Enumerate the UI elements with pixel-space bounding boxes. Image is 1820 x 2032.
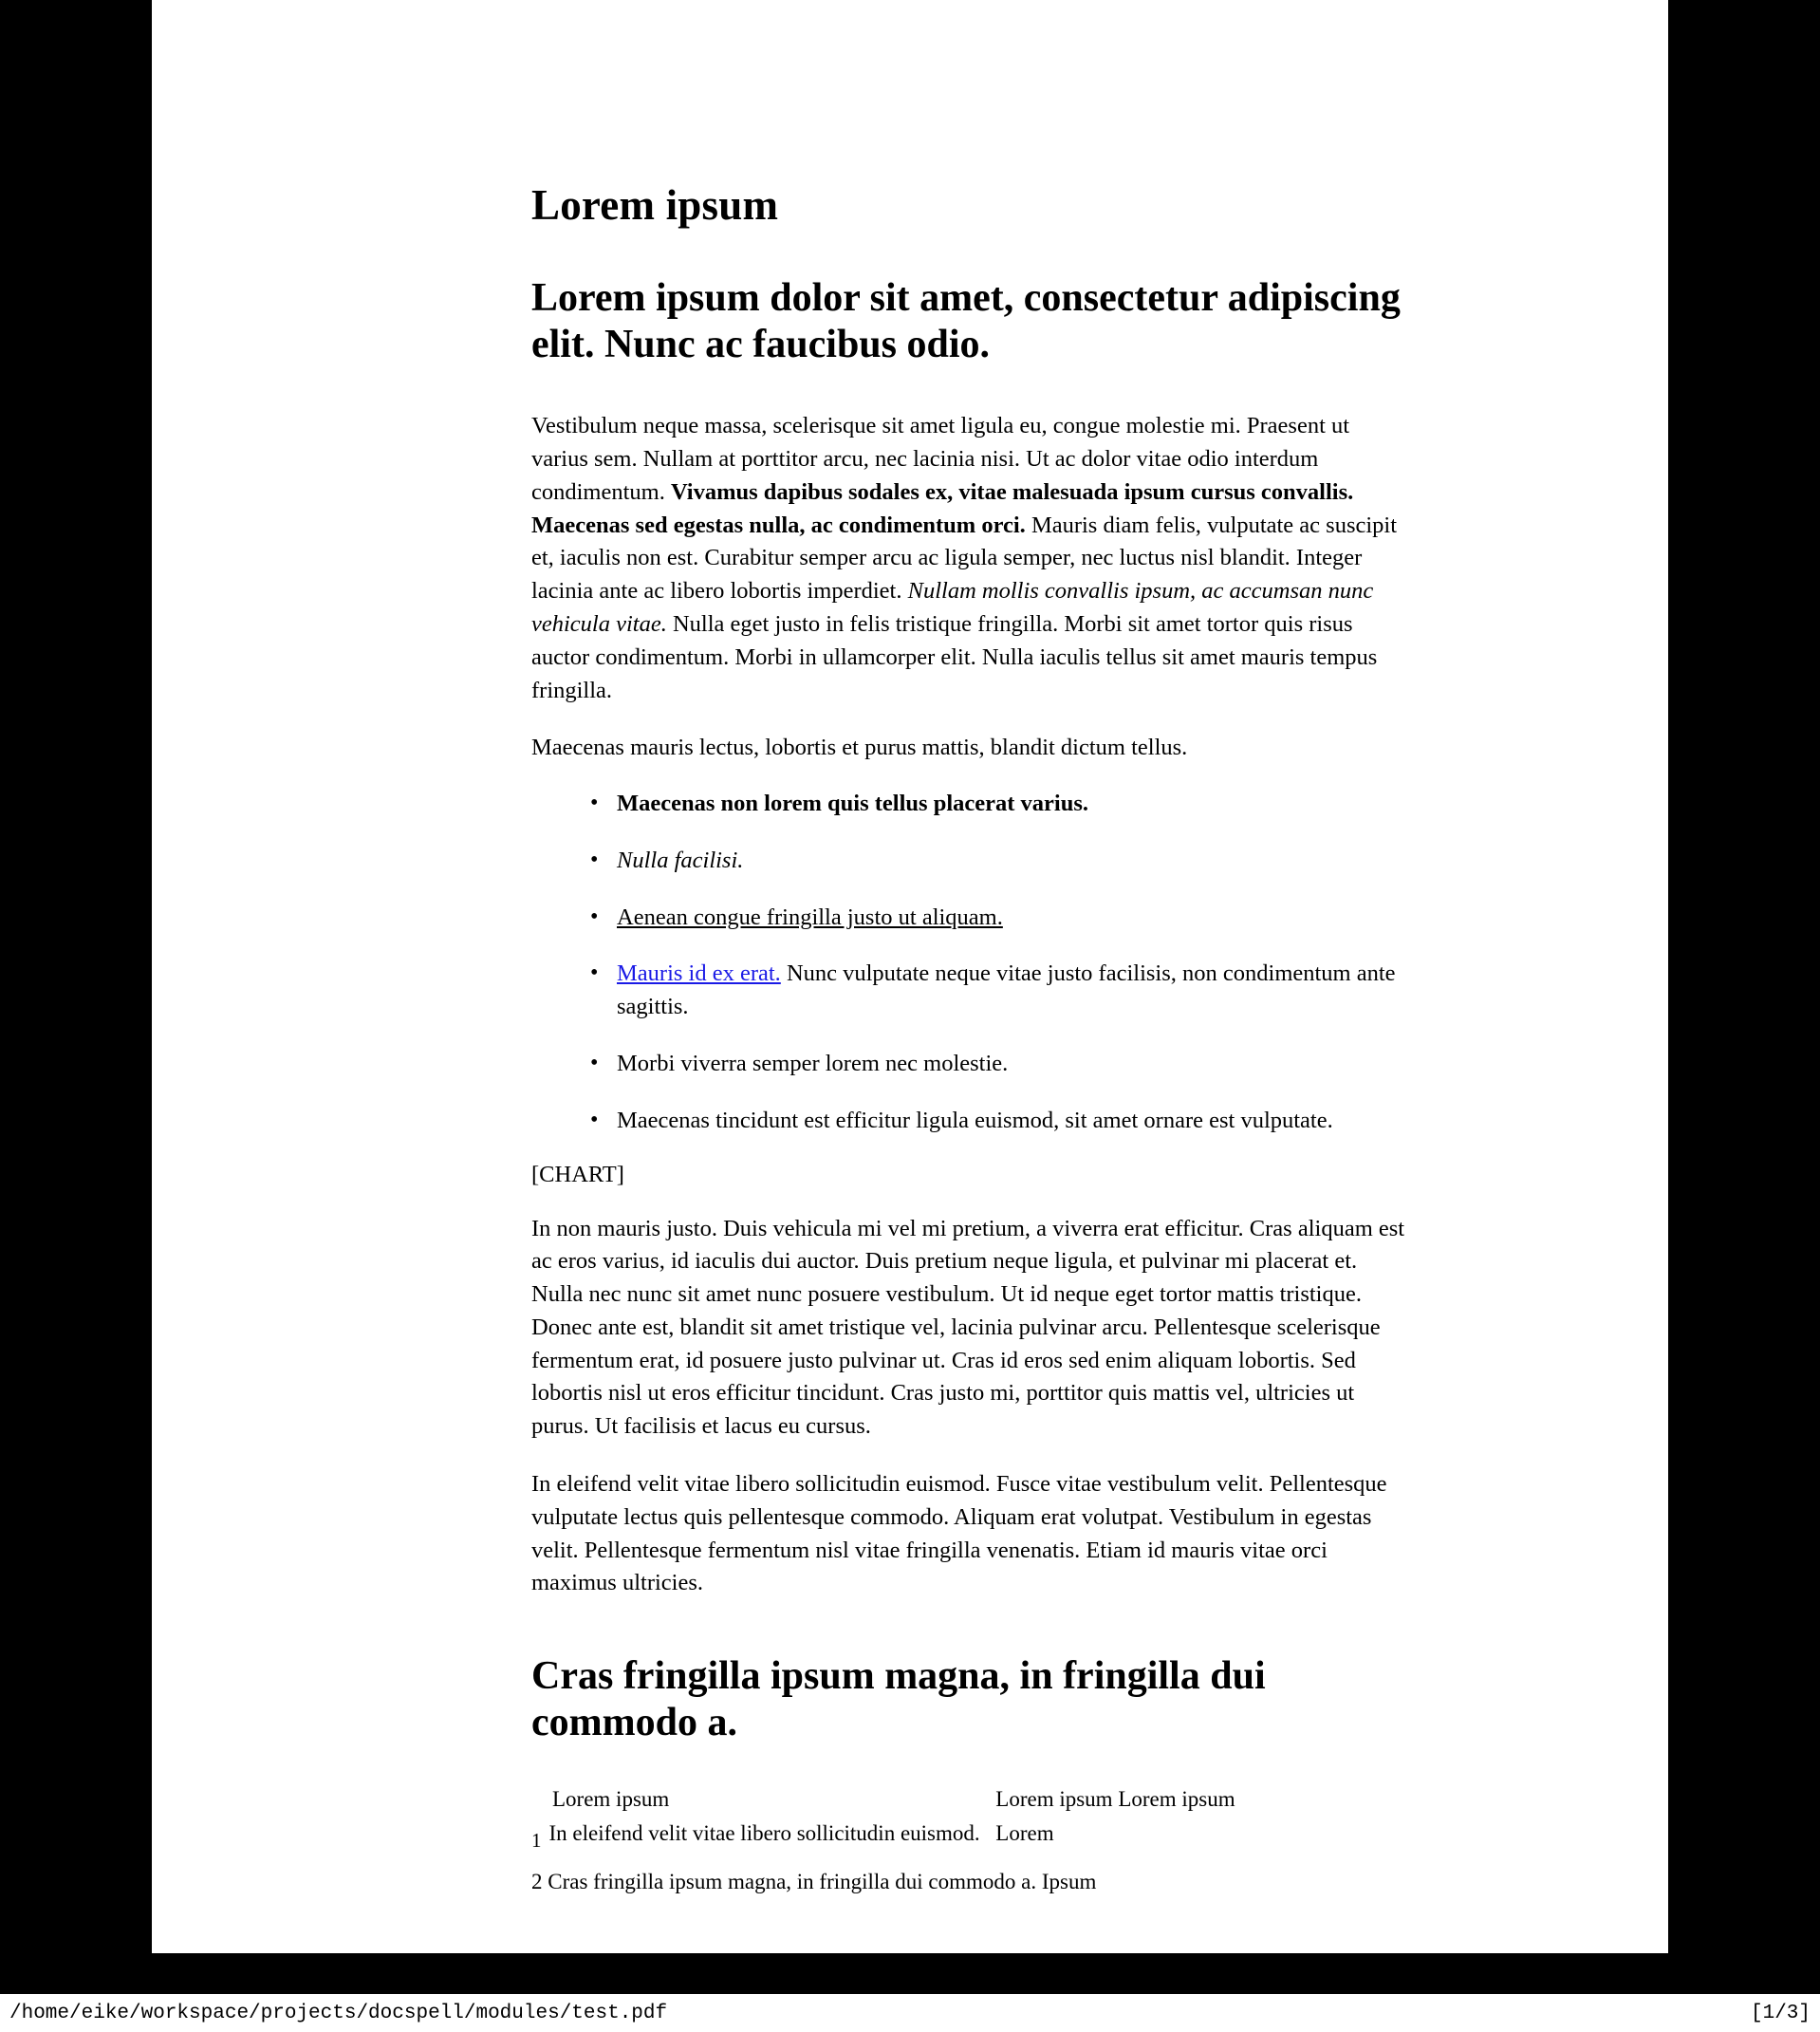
paragraph-1-part-1: Vestibulum neque massa, scelerisque sit amet ligula eu, congue molestie mi. Praesent ut varius sem. Nullam at porttitor arcu, nec lacinia nisi. Ut ac dolor vitae odio interdum condimentum. xyxy=(531,413,1350,505)
list-item-4-link[interactable]: Mauris id ex erat. xyxy=(617,960,781,987)
list-item xyxy=(590,845,1412,878)
list-item xyxy=(590,902,1412,935)
paragraph-4: In eleifend velit vitae libero sollicitudin euismod. Fusce vitae vestibulum velit. Pellentesque vulputate lectus quis pellentesque commodo. Aliquam erat volutpat. Vestibulum in egestas velit. Pellentesque fermentum nisl vitae fringilla venenatis. Etiam id mauris vitae orci maximus ultricies. xyxy=(531,1471,1387,1596)
table-cell-right-1: Lorem ipsum Lorem ipsum xyxy=(995,1787,1235,1812)
list-item-2-text: Nulla facilisi. xyxy=(617,847,744,873)
table-cell-right-2: Lorem xyxy=(995,1821,1054,1846)
table-cell-left-2: In eleifend velit vitae libero sollicitudin euismod. xyxy=(548,1821,980,1846)
paragraph-1-bold: Vivamus dapibus sodales ex, vitae malesuada ipsum cursus convallis. Maecenas sed egestas nulla, ac condimentum orci. xyxy=(531,478,1354,538)
list-item-6-text: Maecenas tincidunt est efficitur ligula euismod, sit amet ornare est vulputate. xyxy=(617,1107,1333,1133)
paragraph-1-italic: Nullam mollis convallis ipsum, ac accumsan nunc vehicula vitae. xyxy=(531,578,1374,637)
paragraph-1-part-2: Mauris diam felis, vulputate ac suscipit et, iaculis non est. Curabitur semper arcu ac ligula semper, nec luctus nisl blandit. Integer lacinia ante ac libero lobortis imperdiet. xyxy=(531,512,1398,605)
table-footer-text: Cras fringilla ipsum magna, in fringilla dui commodo a. Ipsum xyxy=(548,1869,1097,1893)
list-item xyxy=(590,788,1412,821)
table-left-column xyxy=(531,1784,982,1852)
page-title: Lorem ipsum xyxy=(531,181,779,229)
list-item-4-text: Nunc vulputate neque vitae justo facilisis, non condimentum ante sagittis. xyxy=(617,960,1396,1020)
status-bar xyxy=(0,1994,1820,2032)
table-block xyxy=(531,1784,1412,1852)
file-path: /home/eike/workspace/projects/docspell/modules/test.pdf xyxy=(9,2002,668,2024)
table-footer-row xyxy=(531,1870,1412,1894)
table-right-column xyxy=(982,1784,1412,1852)
list-item-1-text: Maecenas non lorem quis tellus placerat varius. xyxy=(617,791,1089,817)
list-item-3-text: Aenean congue fringilla justo ut aliquam. xyxy=(617,904,1003,930)
section-heading-2: Cras fringilla ipsum magna, in fringilla dui commodo a. xyxy=(531,1654,1266,1745)
paragraph-2: Maecenas mauris lectus, lobortis et purus mattis, blandit dictum tellus. xyxy=(531,735,1188,761)
page-indicator: [1/3] xyxy=(1750,2002,1811,2024)
list-item xyxy=(590,958,1412,1024)
list-item-5-text: Morbi viverra semper lorem nec molestie. xyxy=(617,1050,1009,1076)
table-cell-left-1: Lorem ipsum xyxy=(552,1787,670,1812)
table-row xyxy=(531,1818,982,1853)
paragraph-1 xyxy=(531,410,1412,707)
bullet-list xyxy=(531,788,1412,1137)
table-footer-number: 2 xyxy=(531,1869,543,1893)
chart-placeholder: [CHART] xyxy=(531,1161,624,1187)
list-item xyxy=(590,1105,1412,1138)
table-row-number: 1 xyxy=(531,1828,542,1852)
paragraph-1-part-3: Nulla eget justo in felis tristique fringilla. Morbi sit amet tortor quis risus auctor condimentum. Morbi in ullamcorper elit. Nulla iaculis tellus sit amet mauris tempus fringilla. xyxy=(531,610,1378,703)
section-heading-1: Lorem ipsum dolor sit amet, consectetur adipiscing elit. Nunc ac faucibus odio. xyxy=(531,276,1401,367)
paragraph-3: In non mauris justo. Duis vehicula mi vel mi pretium, a viverra erat efficitur. Cras aliquam est ac eros varius, id iaculis dui auctor. Duis pretium neque ligula, et pulvinar mi placerat et. Nulla nec nunc sit amet nunc posuere vestibulum. Ut id neque eget tortor mattis tristique. Donec ante est, blandit sit amet tristique vel, lacinia pulvinar arcu. Pellentesque scelerisque fermentum erat, id posuere justo pulvinar ut. Cras id eros sed enim aliquam lobortis. Sed lobortis nisl ut eros efficitur tincidunt. Cras justo mi, porttitor quis mattis vel, ultricies ut purus. Ut facilisis et lacus eu cursus. xyxy=(531,1215,1405,1440)
document-page xyxy=(152,0,1668,1953)
list-item xyxy=(590,1048,1412,1081)
